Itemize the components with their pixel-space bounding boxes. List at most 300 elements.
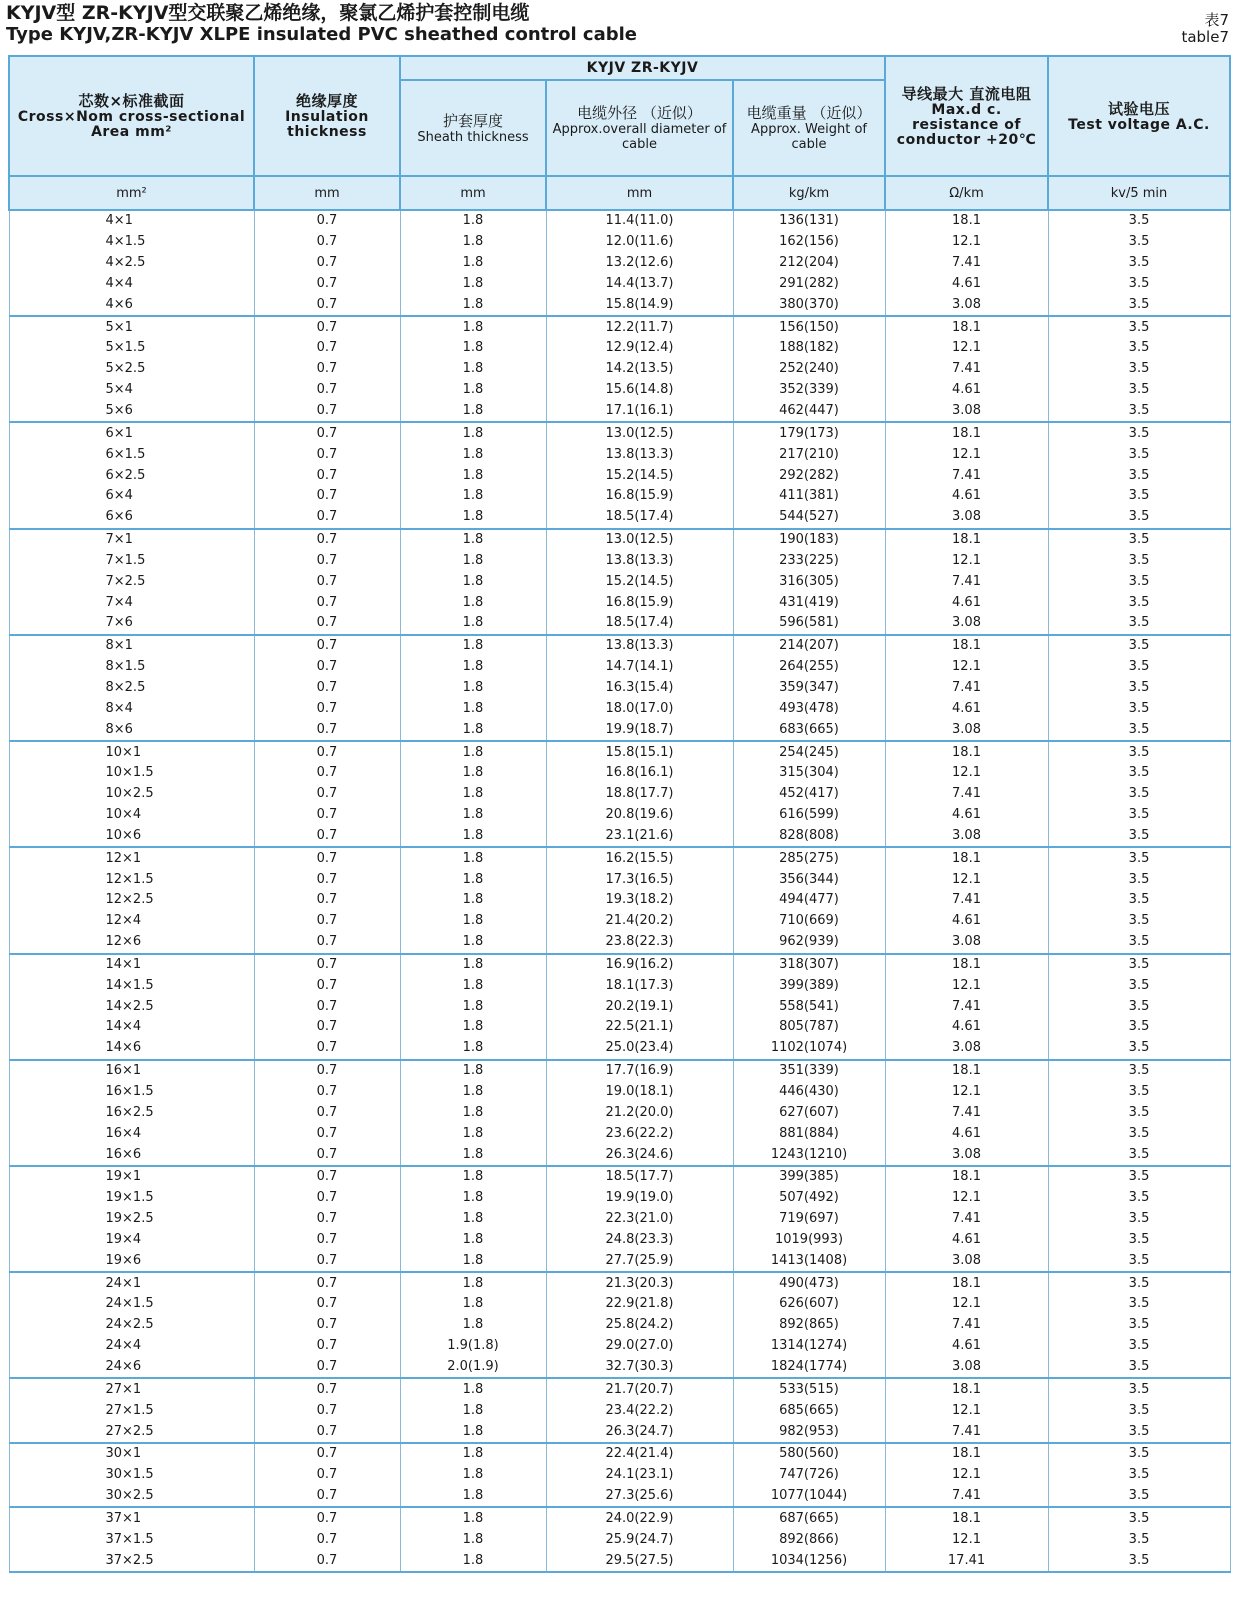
table-row: [9, 763, 1230, 784]
cell-diameter: 15.6(14.8): [546, 380, 733, 401]
cell-weight: 616(599): [733, 805, 885, 826]
cell-sheath: 1.8: [400, 847, 546, 869]
cell-test-voltage: 3.5: [1048, 422, 1230, 444]
cell-insulation: 0.7: [254, 253, 400, 274]
cell-insulation: 0.7: [254, 825, 400, 847]
cell-core-area: 8×1.5: [9, 657, 254, 678]
table-row: [9, 401, 1230, 423]
unit-diameter: mm: [546, 176, 733, 210]
cell-weight: 212(204): [733, 253, 885, 274]
cell-test-voltage: 3.5: [1048, 1209, 1230, 1230]
cell-sheath: 1.8: [400, 1166, 546, 1188]
table-row: [9, 551, 1230, 572]
table-row: [9, 1102, 1230, 1123]
cell-resistance: 3.08: [885, 613, 1048, 635]
cell-sheath: 1.8: [400, 507, 546, 529]
cell-diameter: 21.7(20.7): [546, 1378, 733, 1400]
cell-insulation: 0.7: [254, 911, 400, 932]
cell-test-voltage: 3.5: [1048, 294, 1230, 316]
cell-insulation: 0.7: [254, 698, 400, 719]
table-row: [9, 1082, 1230, 1103]
cell-core-area: 24×1: [9, 1272, 254, 1294]
cell-diameter: 15.2(14.5): [546, 465, 733, 486]
cell-test-voltage: 3.5: [1048, 1060, 1230, 1082]
cell-resistance: 4.61: [885, 380, 1048, 401]
cell-resistance: 18.1: [885, 316, 1048, 338]
cell-diameter: 18.5(17.4): [546, 507, 733, 529]
cell-diameter: 23.4(22.2): [546, 1400, 733, 1421]
cell-diameter: 15.8(14.9): [546, 294, 733, 316]
cell-test-voltage: 3.5: [1048, 1529, 1230, 1550]
table-label: [1181, 12, 1229, 46]
cell-core-area: 14×4: [9, 1017, 254, 1038]
cell-weight: 462(447): [733, 401, 885, 423]
table-row: [9, 1507, 1230, 1529]
cell-diameter: 25.8(24.2): [546, 1315, 733, 1336]
cell-diameter: 21.4(20.2): [546, 911, 733, 932]
cell-resistance: 7.41: [885, 996, 1048, 1017]
table-row: [9, 316, 1230, 338]
cell-test-voltage: 3.5: [1048, 1102, 1230, 1123]
cell-weight: 747(726): [733, 1465, 885, 1486]
cell-insulation: 0.7: [254, 274, 400, 295]
cell-diameter: 13.8(13.3): [546, 551, 733, 572]
group-header-model: KYJV ZR-KYJV: [400, 56, 885, 80]
cell-sheath: 1.8: [400, 1123, 546, 1144]
table-row: [9, 465, 1230, 486]
cell-resistance: 3.08: [885, 401, 1048, 423]
cell-core-area: 4×4: [9, 274, 254, 295]
cell-diameter: 22.5(21.1): [546, 1017, 733, 1038]
cell-insulation: 0.7: [254, 359, 400, 380]
cell-insulation: 0.7: [254, 1529, 400, 1550]
cell-test-voltage: 3.5: [1048, 1250, 1230, 1272]
cell-resistance: 18.1: [885, 1443, 1048, 1465]
table-row: [9, 1017, 1230, 1038]
cell-core-area: 19×4: [9, 1230, 254, 1251]
cell-resistance: 3.08: [885, 1144, 1048, 1166]
table-row: [9, 996, 1230, 1017]
cell-core-area: 30×1.5: [9, 1465, 254, 1486]
cell-core-area: 6×1.5: [9, 444, 254, 465]
cell-test-voltage: 3.5: [1048, 1443, 1230, 1465]
cell-diameter: 15.2(14.5): [546, 571, 733, 592]
cell-sheath: 1.8: [400, 401, 546, 423]
cell-diameter: 13.0(12.5): [546, 529, 733, 551]
cell-weight: 962(939): [733, 932, 885, 954]
cell-insulation: 0.7: [254, 316, 400, 338]
cell-diameter: 19.0(18.1): [546, 1082, 733, 1103]
cell-diameter: 23.1(21.6): [546, 825, 733, 847]
cell-test-voltage: 3.5: [1048, 1166, 1230, 1188]
cell-resistance: 7.41: [885, 890, 1048, 911]
cell-test-voltage: 3.5: [1048, 890, 1230, 911]
cell-insulation: 0.7: [254, 1378, 400, 1400]
table-row: [9, 1166, 1230, 1188]
cell-sheath: 1.8: [400, 359, 546, 380]
cell-sheath: 1.9(1.8): [400, 1336, 546, 1357]
cell-core-area: 8×4: [9, 698, 254, 719]
cell-test-voltage: 3.5: [1048, 1465, 1230, 1486]
cell-test-voltage: 3.5: [1048, 359, 1230, 380]
cell-resistance: 3.08: [885, 719, 1048, 741]
cell-resistance: 3.08: [885, 1038, 1048, 1060]
cell-diameter: 19.9(19.0): [546, 1188, 733, 1209]
cell-diameter: 15.8(15.1): [546, 741, 733, 763]
cell-diameter: 27.3(25.6): [546, 1486, 733, 1508]
cell-test-voltage: 3.5: [1048, 911, 1230, 932]
table-row: [9, 1294, 1230, 1315]
cell-sheath: 1.8: [400, 1038, 546, 1060]
cell-resistance: 3.08: [885, 1250, 1048, 1272]
table-row: [9, 422, 1230, 444]
cell-core-area: 4×6: [9, 294, 254, 316]
cell-test-voltage: 3.5: [1048, 486, 1230, 507]
cell-resistance: 18.1: [885, 1060, 1048, 1082]
cell-core-area: 30×1: [9, 1443, 254, 1465]
cell-diameter: 12.9(12.4): [546, 338, 733, 359]
table-row: [9, 1357, 1230, 1379]
cell-diameter: 20.2(19.1): [546, 996, 733, 1017]
cell-core-area: 10×1: [9, 741, 254, 763]
cell-test-voltage: 3.5: [1048, 719, 1230, 741]
cell-core-area: 10×4: [9, 805, 254, 826]
cell-diameter: 16.8(15.9): [546, 486, 733, 507]
cell-sheath: 1.8: [400, 869, 546, 890]
table-row: [9, 698, 1230, 719]
table-row: [9, 1529, 1230, 1550]
cell-insulation: 0.7: [254, 1082, 400, 1103]
cell-resistance: 7.41: [885, 571, 1048, 592]
cell-test-voltage: 3.5: [1048, 1550, 1230, 1572]
table-row: [9, 1315, 1230, 1336]
cell-diameter: 21.3(20.3): [546, 1272, 733, 1294]
cell-diameter: 13.2(12.6): [546, 253, 733, 274]
cell-sheath: 1.8: [400, 911, 546, 932]
cell-sheath: 1.8: [400, 1102, 546, 1123]
cell-resistance: 12.1: [885, 975, 1048, 996]
cell-insulation: 0.7: [254, 1144, 400, 1166]
cell-sheath: 1.8: [400, 253, 546, 274]
cell-sheath: 1.8: [400, 274, 546, 295]
table-row: [9, 954, 1230, 976]
cell-weight: 351(339): [733, 1060, 885, 1082]
cell-core-area: 19×6: [9, 1250, 254, 1272]
cell-weight: 1102(1074): [733, 1038, 885, 1060]
cell-insulation: 0.7: [254, 401, 400, 423]
table-row: [9, 1550, 1230, 1572]
table-row: [9, 1336, 1230, 1357]
cell-resistance: 4.61: [885, 805, 1048, 826]
cell-core-area: 12×1: [9, 847, 254, 869]
cell-core-area: 8×1: [9, 635, 254, 657]
cell-sheath: 1.8: [400, 805, 546, 826]
cell-resistance: 7.41: [885, 1421, 1048, 1443]
cell-insulation: 0.7: [254, 529, 400, 551]
col-header-insulation: 绝缘厚度 Insulation thickness: [254, 56, 400, 176]
cell-test-voltage: 3.5: [1048, 698, 1230, 719]
cell-resistance: 4.61: [885, 592, 1048, 613]
cell-resistance: 12.1: [885, 444, 1048, 465]
cell-weight: 233(225): [733, 551, 885, 572]
cell-weight: 1034(1256): [733, 1550, 885, 1572]
cell-resistance: 18.1: [885, 422, 1048, 444]
cell-diameter: 20.8(19.6): [546, 805, 733, 826]
cell-sheath: 1.8: [400, 613, 546, 635]
cell-weight: 136(131): [733, 210, 885, 232]
cell-weight: 685(665): [733, 1400, 885, 1421]
cell-core-area: 4×1.5: [9, 232, 254, 253]
cell-insulation: 0.7: [254, 1550, 400, 1572]
cell-insulation: 0.7: [254, 657, 400, 678]
cell-insulation: 0.7: [254, 1166, 400, 1188]
cell-weight: 264(255): [733, 657, 885, 678]
cell-diameter: 25.0(23.4): [546, 1038, 733, 1060]
cell-weight: 881(884): [733, 1123, 885, 1144]
cell-test-voltage: 3.5: [1048, 1082, 1230, 1103]
cell-weight: 179(173): [733, 422, 885, 444]
cell-diameter: 16.8(16.1): [546, 763, 733, 784]
cell-core-area: 24×6: [9, 1357, 254, 1379]
cell-resistance: 18.1: [885, 635, 1048, 657]
cell-core-area: 16×2.5: [9, 1102, 254, 1123]
cell-test-voltage: 3.5: [1048, 635, 1230, 657]
table-row: [9, 1123, 1230, 1144]
cell-weight: 411(381): [733, 486, 885, 507]
cell-weight: 805(787): [733, 1017, 885, 1038]
cell-diameter: 18.8(17.7): [546, 784, 733, 805]
cell-core-area: 5×2.5: [9, 359, 254, 380]
cell-weight: 380(370): [733, 294, 885, 316]
cell-resistance: 18.1: [885, 741, 1048, 763]
table-row: [9, 338, 1230, 359]
cell-weight: 580(560): [733, 1443, 885, 1465]
cell-diameter: 24.1(23.1): [546, 1465, 733, 1486]
table-row: [9, 869, 1230, 890]
title-english: Type KYJV,ZR-KYJV XLPE insulated PVC sheathed control cable: [6, 24, 637, 45]
cell-test-voltage: 3.5: [1048, 1230, 1230, 1251]
cell-resistance: 4.61: [885, 1230, 1048, 1251]
table-row: [9, 1230, 1230, 1251]
cell-test-voltage: 3.5: [1048, 316, 1230, 338]
cell-sheath: 1.8: [400, 294, 546, 316]
cell-core-area: 5×1.5: [9, 338, 254, 359]
cell-resistance: 7.41: [885, 359, 1048, 380]
cell-insulation: 0.7: [254, 210, 400, 232]
cell-sheath: 1.8: [400, 529, 546, 551]
title-chinese: KYJV型 ZR-KYJV型交联聚乙烯绝缘，聚氯乙烯护套控制电缆: [6, 2, 530, 24]
cell-resistance: 18.1: [885, 1272, 1048, 1294]
cell-insulation: 0.7: [254, 1357, 400, 1379]
cell-resistance: 18.1: [885, 1378, 1048, 1400]
cell-weight: 292(282): [733, 465, 885, 486]
cell-diameter: 26.3(24.6): [546, 1144, 733, 1166]
cell-sheath: 1.8: [400, 551, 546, 572]
cell-insulation: 0.7: [254, 1294, 400, 1315]
unit-sheath: mm: [400, 176, 546, 210]
cell-diameter: 27.7(25.9): [546, 1250, 733, 1272]
cell-sheath: 1.8: [400, 1507, 546, 1529]
cell-diameter: 23.8(22.3): [546, 932, 733, 954]
cell-diameter: 29.5(27.5): [546, 1550, 733, 1572]
cell-resistance: 18.1: [885, 529, 1048, 551]
cell-diameter: 14.4(13.7): [546, 274, 733, 295]
cell-diameter: 14.7(14.1): [546, 657, 733, 678]
cell-weight: 1243(1210): [733, 1144, 885, 1166]
cell-diameter: 17.3(16.5): [546, 869, 733, 890]
cell-core-area: 6×4: [9, 486, 254, 507]
cell-core-area: 24×1.5: [9, 1294, 254, 1315]
cell-insulation: 0.7: [254, 1230, 400, 1251]
cell-sheath: 2.0(1.9): [400, 1357, 546, 1379]
cell-resistance: 4.61: [885, 274, 1048, 295]
table-row: [9, 1486, 1230, 1508]
cell-resistance: 12.1: [885, 1188, 1048, 1209]
cell-weight: 683(665): [733, 719, 885, 741]
cell-sheath: 1.8: [400, 975, 546, 996]
cell-resistance: 7.41: [885, 253, 1048, 274]
cell-weight: 162(156): [733, 232, 885, 253]
cell-core-area: 8×6: [9, 719, 254, 741]
cell-weight: 252(240): [733, 359, 885, 380]
cell-weight: 627(607): [733, 1102, 885, 1123]
table-row: [9, 1378, 1230, 1400]
cell-resistance: 7.41: [885, 1315, 1048, 1336]
cell-test-voltage: 3.5: [1048, 551, 1230, 572]
cell-diameter: 16.3(15.4): [546, 678, 733, 699]
table-row: [9, 210, 1230, 232]
cell-weight: 1019(993): [733, 1230, 885, 1251]
table-row: [9, 911, 1230, 932]
table-row: [9, 1465, 1230, 1486]
cell-insulation: 0.7: [254, 1102, 400, 1123]
cell-core-area: 5×6: [9, 401, 254, 423]
cell-core-area: 27×2.5: [9, 1421, 254, 1443]
cell-sheath: 1.8: [400, 1250, 546, 1272]
cell-insulation: 0.7: [254, 1421, 400, 1443]
cell-core-area: 27×1: [9, 1378, 254, 1400]
cell-sheath: 1.8: [400, 486, 546, 507]
table-row: [9, 719, 1230, 741]
cell-weight: 316(305): [733, 571, 885, 592]
cell-test-voltage: 3.5: [1048, 847, 1230, 869]
cell-test-voltage: 3.5: [1048, 1400, 1230, 1421]
cell-sheath: 1.8: [400, 232, 546, 253]
cell-core-area: 16×4: [9, 1123, 254, 1144]
cell-core-area: 14×2.5: [9, 996, 254, 1017]
cell-test-voltage: 3.5: [1048, 571, 1230, 592]
cell-resistance: 7.41: [885, 1486, 1048, 1508]
cell-insulation: 0.7: [254, 805, 400, 826]
cell-test-voltage: 3.5: [1048, 401, 1230, 423]
cell-test-voltage: 3.5: [1048, 444, 1230, 465]
cell-weight: 217(210): [733, 444, 885, 465]
cell-sheath: 1.8: [400, 592, 546, 613]
cell-core-area: 14×1: [9, 954, 254, 976]
cell-core-area: 4×2.5: [9, 253, 254, 274]
cell-diameter: 32.7(30.3): [546, 1357, 733, 1379]
cell-sheath: 1.8: [400, 1060, 546, 1082]
cell-weight: 399(389): [733, 975, 885, 996]
cell-diameter: 19.9(18.7): [546, 719, 733, 741]
cell-core-area: 37×1.5: [9, 1529, 254, 1550]
cell-core-area: 16×1.5: [9, 1082, 254, 1103]
cell-diameter: 24.0(22.9): [546, 1507, 733, 1529]
cell-sheath: 1.8: [400, 1400, 546, 1421]
cell-sheath: 1.8: [400, 338, 546, 359]
cell-resistance: 12.1: [885, 232, 1048, 253]
cell-weight: 507(492): [733, 1188, 885, 1209]
cell-resistance: 4.61: [885, 1336, 1048, 1357]
cell-weight: 352(339): [733, 380, 885, 401]
cell-core-area: 10×2.5: [9, 784, 254, 805]
cell-core-area: 24×2.5: [9, 1315, 254, 1336]
col-header-resistance: 导线最大 直流电阻 Max.d c. resistance of conductor +20℃: [885, 56, 1048, 176]
cell-weight: 490(473): [733, 1272, 885, 1294]
cell-core-area: 5×4: [9, 380, 254, 401]
cell-sheath: 1.8: [400, 1465, 546, 1486]
cell-weight: 626(607): [733, 1294, 885, 1315]
cell-sheath: 1.8: [400, 719, 546, 741]
cell-insulation: 0.7: [254, 613, 400, 635]
table-row: [9, 1209, 1230, 1230]
cell-resistance: 7.41: [885, 1102, 1048, 1123]
cell-core-area: 12×1.5: [9, 869, 254, 890]
cell-diameter: 13.8(13.3): [546, 444, 733, 465]
cell-sheath: 1.8: [400, 316, 546, 338]
cell-diameter: 11.4(11.0): [546, 210, 733, 232]
cell-test-voltage: 3.5: [1048, 657, 1230, 678]
cell-core-area: 16×1: [9, 1060, 254, 1082]
cell-diameter: 18.0(17.0): [546, 698, 733, 719]
cell-weight: 982(953): [733, 1421, 885, 1443]
cell-diameter: 26.3(24.7): [546, 1421, 733, 1443]
cell-resistance: 12.1: [885, 869, 1048, 890]
cell-sheath: 1.8: [400, 1272, 546, 1294]
cell-insulation: 0.7: [254, 635, 400, 657]
cell-diameter: 13.8(13.3): [546, 635, 733, 657]
cell-resistance: 7.41: [885, 678, 1048, 699]
cell-diameter: 18.1(17.3): [546, 975, 733, 996]
cell-resistance: 7.41: [885, 1209, 1048, 1230]
cell-diameter: 25.9(24.7): [546, 1529, 733, 1550]
cell-core-area: 6×1: [9, 422, 254, 444]
cell-weight: 285(275): [733, 847, 885, 869]
cell-sheath: 1.8: [400, 465, 546, 486]
cell-test-voltage: 3.5: [1048, 1272, 1230, 1294]
cell-core-area: 6×6: [9, 507, 254, 529]
cell-insulation: 0.7: [254, 719, 400, 741]
table-row: [9, 1144, 1230, 1166]
cell-insulation: 0.7: [254, 232, 400, 253]
cell-diameter: 21.2(20.0): [546, 1102, 733, 1123]
cell-sheath: 1.8: [400, 1082, 546, 1103]
spec-table: [8, 55, 1231, 1573]
cell-weight: 291(282): [733, 274, 885, 295]
cell-test-voltage: 3.5: [1048, 975, 1230, 996]
cell-insulation: 0.7: [254, 422, 400, 444]
cell-insulation: 0.7: [254, 1038, 400, 1060]
cell-resistance: 3.08: [885, 507, 1048, 529]
cell-test-voltage: 3.5: [1048, 763, 1230, 784]
cell-insulation: 0.7: [254, 1250, 400, 1272]
cell-diameter: 14.2(13.5): [546, 359, 733, 380]
cell-test-voltage: 3.5: [1048, 1315, 1230, 1336]
cell-core-area: 7×6: [9, 613, 254, 635]
table-row: [9, 1272, 1230, 1294]
table-body: [9, 210, 1230, 1572]
cell-test-voltage: 3.5: [1048, 678, 1230, 699]
